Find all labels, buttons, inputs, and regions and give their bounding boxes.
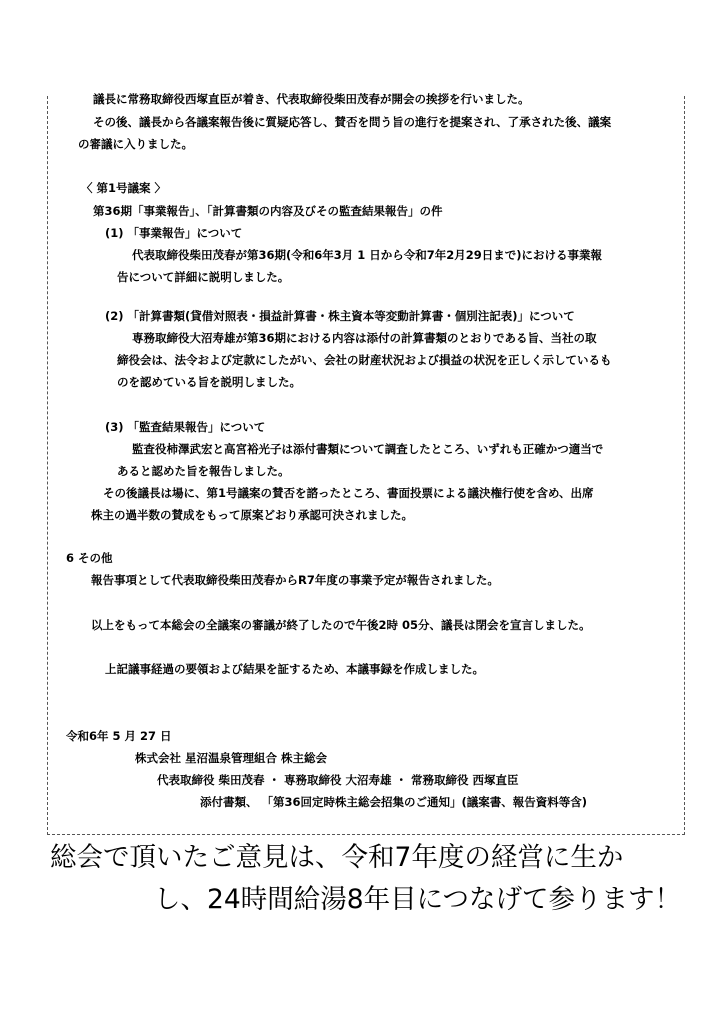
attachments-line: 添付書類、 「第36回定時株主総会招集のご通知」(議案書、報告資料等含): [200, 795, 588, 809]
sub3-heading: (3) 「監査結果報告」について: [105, 420, 266, 434]
message-line-1: 総会で頂いたご意見は、令和7年度の経営に生か: [50, 842, 624, 873]
closing-line: 以上をもって本総会の全議案の審議が終了したので午後2時 05分、議長は閉会を宣言しました。: [91, 618, 591, 632]
signatories: 代表取締役 柴田茂春 ・ 専務取締役 大沼寿雄 ・ 常務取締役 西塚直臣: [157, 773, 519, 787]
message-line-2: し、24時間給湯8年目につなげて参ります！: [154, 884, 682, 915]
certification-line: 上記議事経過の要領および結果を証するため、本議事録を作成しました。: [105, 662, 485, 676]
sub1-heading: (1) 「事業報告」について: [105, 226, 243, 240]
agenda-proposal-line-2: の審議に入りました。: [78, 137, 193, 151]
sub2-text-3: のを認めている旨を説明しました。: [117, 375, 301, 389]
agenda-proposal-line: その後、議長から各議案報告後に質疑応答し、賛否を問う旨の進行を提案され、了承された後、議案: [93, 115, 612, 129]
sub3-text-2: あると認めた旨を報告しました。: [117, 464, 290, 478]
vote-line-2: 株主の過半数の賛成をもって原案どおり承認可決されました。: [91, 508, 413, 522]
vote-line-1: その後議長は場に、第1号議案の賛否を諮ったところ、書面投票による議決権行使を含め、出席: [103, 486, 594, 500]
sub2-heading: (2) 「計算書類(貸借対照表・損益計算書・株主資本等変動計算書・個別注記表)」について: [105, 309, 575, 323]
sub1-text-2: 告について詳細に説明しました。: [117, 270, 290, 284]
section6-heading: 6 その他: [66, 551, 113, 565]
item1-title: 第36期「事業報告」、「計算書類の内容及びその監査結果報告」の件: [93, 204, 443, 218]
sub2-text-1: 専務取締役大沼寿雄が第36期における内容は添付の計算書類のとおりである旨、当社の取: [132, 331, 597, 345]
meeting-date: 令和6年 5 月 27 日: [66, 729, 172, 743]
sub1-text-1: 代表取締役柴田茂春が第36期(令和6年3月 1 日から令和7年2月29日まで)における事業報: [132, 248, 603, 262]
sub2-text-2: 締役会は、法令および定款にしたがい、会社の財産状況および損益の状況を正しく示しているも: [117, 353, 612, 367]
item1-heading: 〈 第1号議案 〉: [81, 181, 167, 195]
report-line: 報告事項として代表取締役柴田茂春からR7年度の事業予定が報告されました。: [91, 573, 499, 587]
chair-line: 議長に常務取締役西塚直臣が着き、代表取締役柴田茂春が開会の挨拶を行いました。: [93, 92, 530, 106]
sub3-text-1: 監査役柿澤武宏と高宮裕光子は添付書類について調査したところ、いずれも正確かつ適当で: [132, 442, 604, 456]
company-name: 株式会社 星沼温泉管理組合 株主総会: [135, 751, 328, 765]
